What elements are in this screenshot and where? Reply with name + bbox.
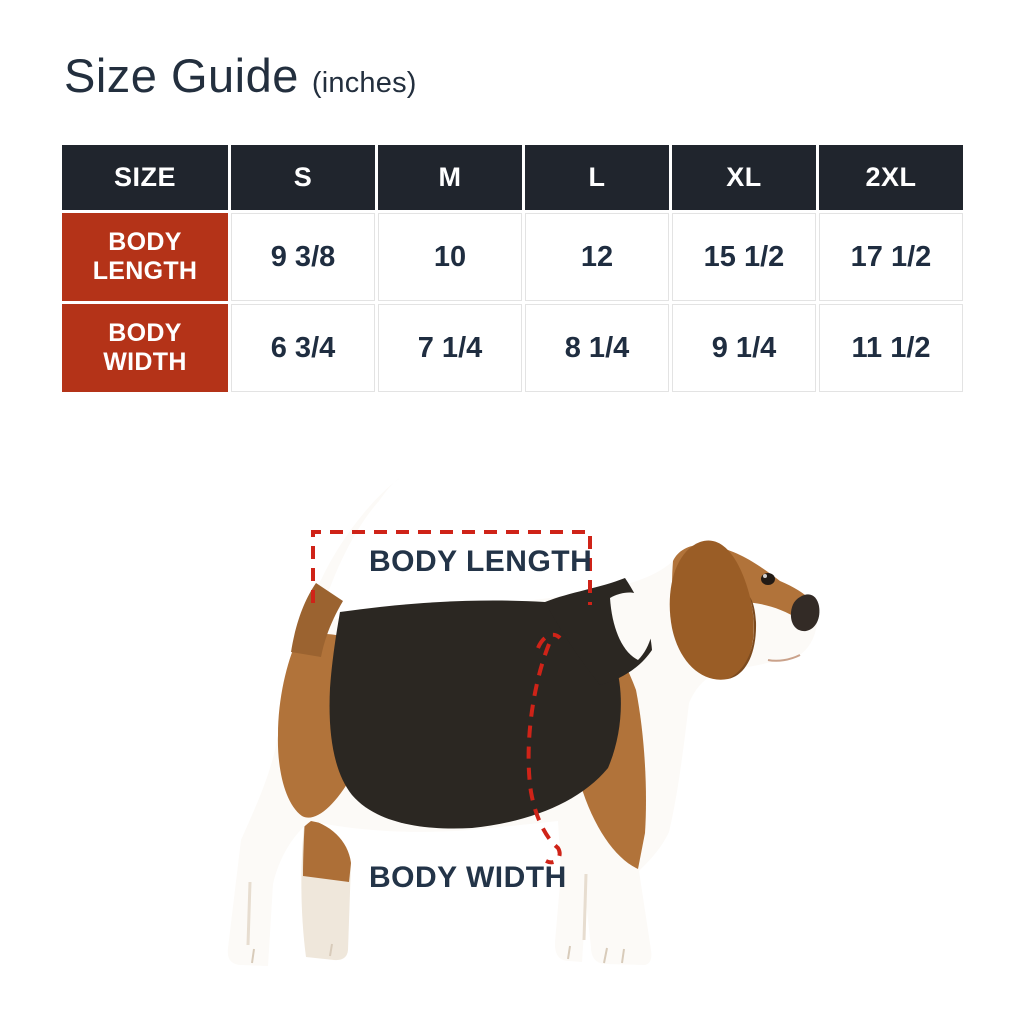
page-title-unit: (inches) xyxy=(311,67,417,99)
page-title xyxy=(64,48,417,103)
body-length-label: BODY LENGTH xyxy=(369,545,593,578)
header-cell-m: M xyxy=(378,145,522,210)
beagle-eye xyxy=(761,573,775,585)
beagle-far-hind-leg-tan xyxy=(303,818,351,882)
size-table xyxy=(62,145,963,392)
body-length-m: 10 xyxy=(378,213,522,301)
body-width-2xl: 11 1/2 xyxy=(819,304,963,392)
body-width-label: BODY WIDTH xyxy=(369,861,567,894)
body-width-m: 7 1/4 xyxy=(378,304,522,392)
body-width-xl: 9 1/4 xyxy=(672,304,816,392)
header-cell-size: SIZE xyxy=(62,145,228,210)
row-label-body-length: BODY LENGTH xyxy=(62,213,228,301)
header-cell-xl: XL xyxy=(672,145,816,210)
header-cell-l: L xyxy=(525,145,669,210)
page-title-text: Size Guide xyxy=(64,49,299,102)
header-cell-2xl: 2XL xyxy=(819,145,963,210)
body-width-l: 8 1/4 xyxy=(525,304,669,392)
row-label-body-width: BODY WIDTH xyxy=(62,304,228,392)
body-length-s: 9 3/8 xyxy=(231,213,375,301)
body-length-2xl: 17 1/2 xyxy=(819,213,963,301)
beagle-eye-glint xyxy=(763,574,767,578)
body-width-s: 6 3/4 xyxy=(231,304,375,392)
body-length-l: 12 xyxy=(525,213,669,301)
header-cell-s: S xyxy=(231,145,375,210)
body-length-xl: 15 1/2 xyxy=(672,213,816,301)
